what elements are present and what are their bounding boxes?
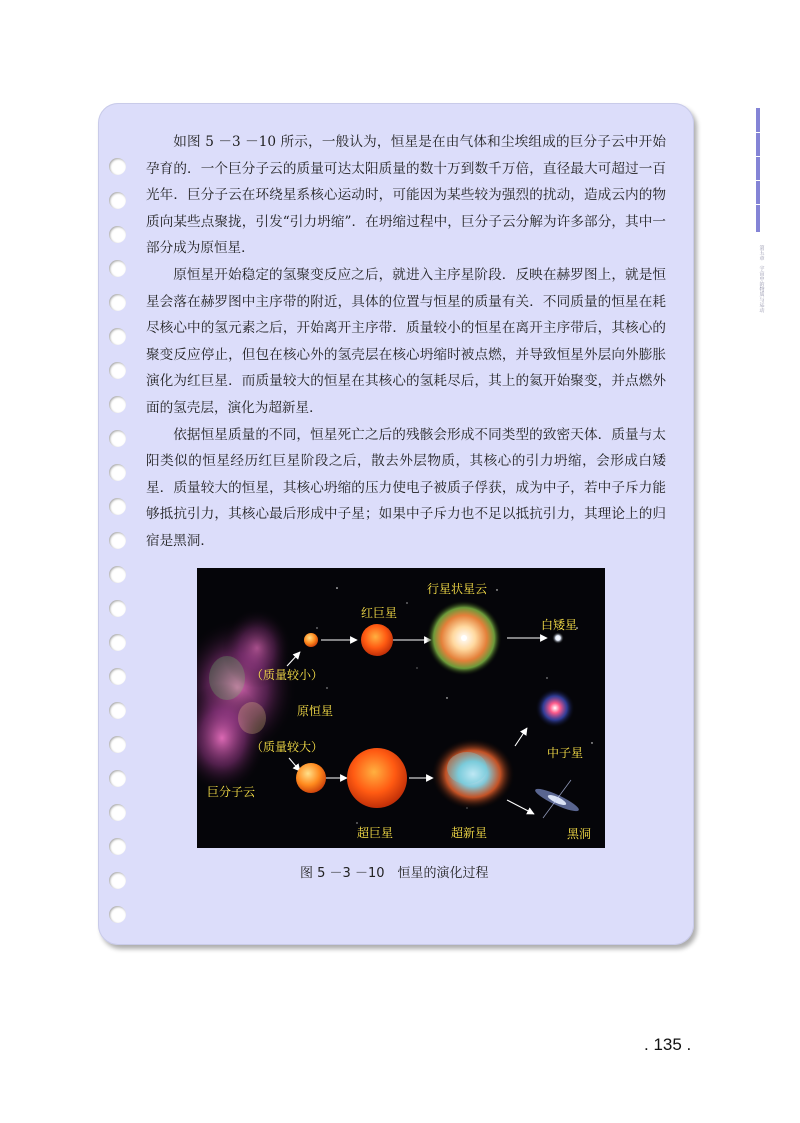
chapter-side-tab	[756, 108, 760, 232]
label-black-hole: 黑洞	[567, 827, 592, 841]
planetary-nebula-image	[426, 600, 502, 676]
page-number: . 135 .	[644, 1035, 692, 1054]
binder-hole	[109, 260, 126, 277]
binder-hole	[109, 328, 126, 345]
label-neutron-star: 中子星	[547, 746, 584, 760]
binder-hole	[109, 362, 126, 379]
binder-hole	[109, 430, 126, 447]
low-mass-star-image	[304, 633, 318, 647]
binder-hole	[109, 532, 126, 549]
figure-caption: 图 5 －3 －10 恒星的演化过程	[300, 866, 489, 881]
molecular-cloud-image	[197, 608, 297, 793]
binder-hole	[109, 770, 126, 787]
binder-hole	[109, 226, 126, 243]
paragraph-stellar-remnants: 依据恒星质量的不同，恒星死亡之后的残骸会形成不同类型的致密天体．质量与太阳类似的恒星经历红巨星阶段之后，散去外层物质，其核心的引力坍缩，会形成白矮星．质量较大的恒星，其核心坍缩的压力使电子被质子俘获，成为中子，若中子斥力能够抵抗引力，其核心最后形成中子星；如果中子斥力也不足以抵抗引力，其理论上的归宿是黑洞．	[146, 426, 666, 549]
chapter-side-text-label: 第五章 宇宙中的物质与运动	[758, 245, 765, 313]
neutron-star-image	[535, 688, 575, 728]
body-text	[146, 129, 666, 555]
label-low-mass: （质量较小）	[251, 668, 324, 682]
binder-hole	[109, 804, 126, 821]
binder-hole	[109, 838, 126, 855]
binder-hole	[109, 702, 126, 719]
binder-hole	[109, 294, 126, 311]
stellar-evolution-figure	[197, 568, 605, 848]
supergiant-image	[347, 748, 407, 808]
binder-hole	[109, 736, 126, 753]
binder-hole	[109, 566, 126, 583]
binder-hole	[109, 906, 126, 923]
binder-hole	[109, 600, 126, 617]
label-supernova: 超新星	[451, 826, 488, 840]
red-giant-image	[361, 624, 393, 656]
binder-hole	[109, 192, 126, 209]
paragraph-star-formation: 如图 5 －3 －10 所示，一般认为，恒星是在由气体和尘埃组成的巨分子云中开始孕育的．一个巨分子云的质量可达太阳质量的数十万到数千万倍，直径最大可超过一百光年．巨分子云在环绕星系核心运动时，可能因为某些较为强烈的扰动，造成云内的物质向某些点聚拢，引发“引力坍缩”．在坍缩过程中，巨分子云分解为许多部分，其中一部分成为原恒星．	[146, 134, 666, 257]
white-dwarf-image	[552, 632, 564, 644]
label-giant-molecular-cloud: 巨分子云	[207, 785, 256, 799]
binder-hole	[109, 158, 126, 175]
label-red-giant: 红巨星	[361, 606, 398, 620]
binder-hole	[109, 872, 126, 889]
binder-hole	[109, 396, 126, 413]
label-white-dwarf: 白矮星	[541, 618, 578, 632]
label-protostar: 原恒星	[297, 704, 334, 718]
paragraph-main-sequence: 原恒星开始稳定的氢聚变反应之后，就进入主序星阶段．反映在赫罗图上，就是恒星会落在赫罗图中主序带的附近，具体的位置与恒星的质量有关．不同质量的恒星在耗尽核心中的氢元素之后，开始离开主序带．质量较小的恒星在离开主序带后，其核心的聚变反应停止，但包在核心外的氢壳层在核心坍缩时被点燃，并导致恒星外层向外膨胀演化为红巨星．而质量较大的恒星在其核心的氢耗尽后，其上的氦开始聚变，并点燃外面的氢壳层，演化为超新星．	[146, 266, 666, 416]
supernova-image	[431, 738, 515, 810]
binder-hole	[109, 634, 126, 651]
label-planetary-nebula: 行星状星云	[427, 582, 488, 596]
binder-hole	[109, 498, 126, 515]
label-high-mass: （质量较大）	[251, 740, 324, 754]
chapter-side-text	[757, 245, 767, 345]
binder-hole	[109, 464, 126, 481]
binder-hole	[109, 668, 126, 685]
high-mass-star-image	[296, 763, 326, 793]
label-supergiant: 超巨星	[357, 826, 394, 840]
stellar-evolution-illustration	[197, 568, 605, 848]
black-hole-image	[533, 780, 581, 818]
